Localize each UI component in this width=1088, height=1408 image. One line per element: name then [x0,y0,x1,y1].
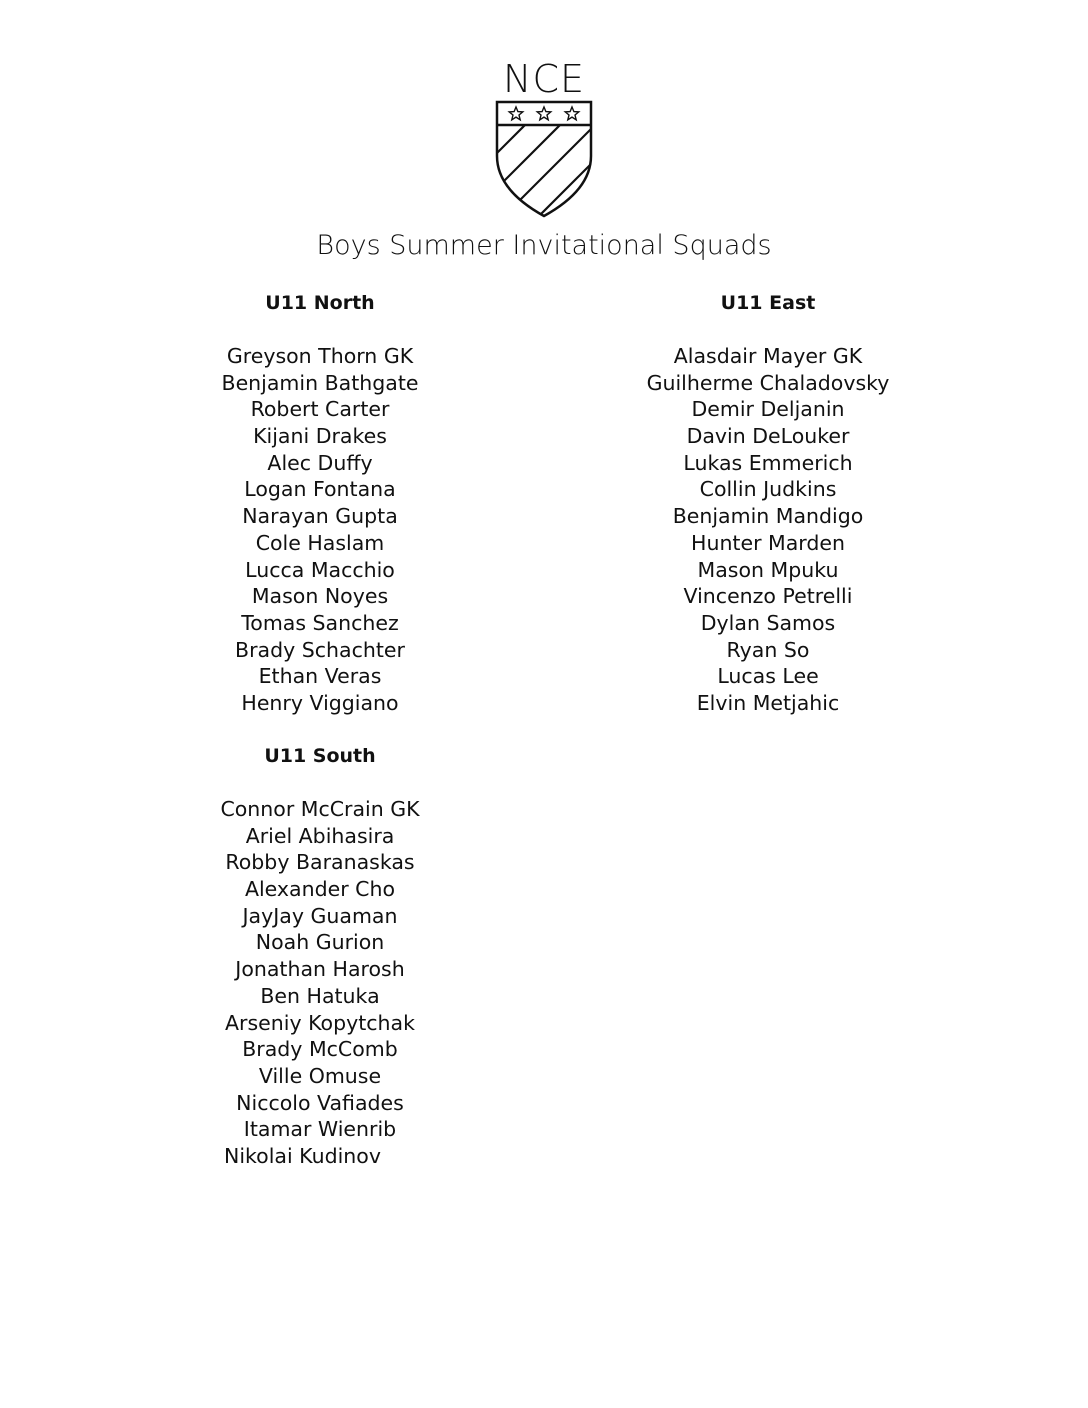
logo-text: NCE [503,57,585,101]
squad-heading: U11 North [265,292,375,314]
player-name: Collin Judkins [699,477,837,502]
player-name: Alexander Cho [244,877,396,902]
player-name: Itamar Wienrib [243,1117,397,1142]
player-name: Lucca Macchio [245,557,395,582]
squad-u11-south [170,743,470,1170]
shield-crest-icon [495,100,593,220]
player-name: Benjamin Bathgate [221,370,419,395]
player-name: Benjamin Mandigo [672,504,864,529]
player-name: Guilherme Chaladovsky [646,370,890,395]
player-list [170,343,470,717]
page-title: Boys Summer Invitational Squads [316,230,772,261]
squad-heading: U11 South [264,745,376,767]
player-name: Mason Noyes [251,584,389,609]
player-name: Jonathan Harosh [235,957,405,982]
player-list [618,343,918,717]
player-name: Ben Hatuka [260,983,380,1008]
player-name: Noah Gurion [255,930,385,955]
player-name: Ryan So [726,637,810,662]
player-name: Lukas Emmerich [683,450,853,475]
player-name: Cole Haslam [255,530,385,555]
player-name: Vincenzo Petrelli [683,584,853,609]
player-name: Robby Baranaskas [225,850,415,875]
player-name: Niccolo Vafiades [236,1090,404,1115]
player-name: Kijani Drakes [253,424,387,449]
player-name: Arseniy Kopytchak [225,1010,415,1035]
squad-u11-north [170,290,470,717]
player-list [170,796,470,1170]
player-name: Nikolai Kudinov [224,1143,381,1168]
player-name: Brady Schachter [235,637,405,662]
player-name: Elvin Metjahic [696,690,840,715]
player-name: Hunter Marden [691,530,845,555]
player-name: Logan Fontana [244,477,396,502]
player-name: JayJay Guaman [242,903,398,928]
player-name: Alasdair Mayer GK [673,344,863,368]
player-name: Ariel Abihasira [245,823,395,848]
player-name: Dylan Samos [700,610,836,635]
player-name: Alec Duffy [267,450,373,475]
player-name: Lucas Lee [717,664,819,689]
player-name: Narayan Gupta [242,504,398,529]
squad-u11-east [618,290,918,717]
squad-heading: U11 East [720,292,816,314]
club-logo [492,57,596,222]
player-name: Brady McComb [242,1037,398,1062]
player-name: Ethan Veras [258,664,382,689]
player-name: Greyson Thorn GK [226,344,414,368]
player-name: Demir Deljanin [691,397,845,422]
player-name: Ville Omuse [258,1063,382,1088]
player-name: Davin DeLouker [686,424,850,449]
player-name: Tomas Sanchez [241,610,399,635]
player-name: Robert Carter [250,397,390,422]
player-name: Henry Viggiano [241,690,399,715]
player-name: Mason Mpuku [697,557,839,582]
player-name: Connor McCrain GK [220,797,420,821]
